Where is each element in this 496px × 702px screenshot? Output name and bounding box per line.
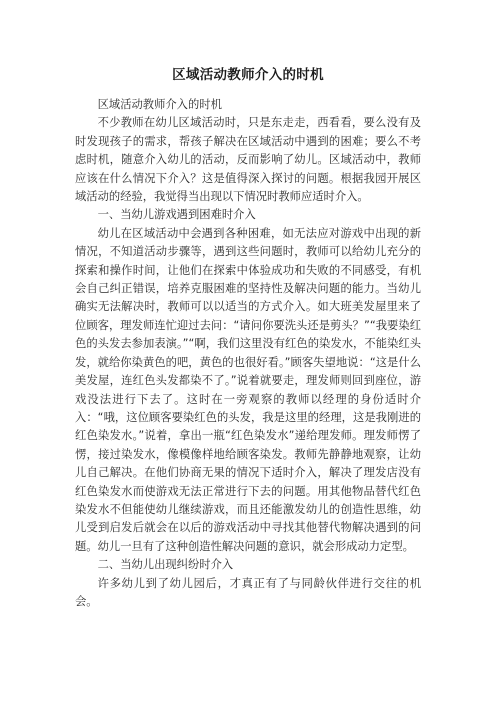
paragraph-subtitle: 区域活动教师介入的时机 xyxy=(97,98,222,111)
paragraph-section-1: 幼儿在区域活动中会遇到各种困难，如无法应对游戏中出现的新情况，不知道活动步骤等，遇到这些问题时，教师可以给幼儿充分的探索和操作时间，让他们在探索中体验成功和失败的不同感受，有机会自己纠正错误，培养克服困难的坚持性及解决问题的能力。当幼儿确实无法解决时，教师可以以适当的方式介入。如大班美发屋里来了位顾客，理发师连忙迎过去问：“请问你要洗头还是剪头？”“我要染红色的头发去参加表演。”“啊，我们这里没有红色的染发水，不能染红头发，就给你染黄色的吧，黄色的也很好看。”顾客失望地说：“这是什么美发屋，连红色头发都染不了。”说着就要走，理发师则回到座位，游戏没法进行下去了。这时在一旁观察的教师以经理的身份适时介入：“哦，这位顾客要染红色的头发，我是这里的经理，这是我刚进的红色染发水。”说着，拿出一瓶“红色染发水”递给理发师。理发师愣了愣，接过染发水，像模像样地给顾客染发。教师先静静地观察，让幼儿自己解决。在他们协商无果的情况下适时介入，解决了理发店没有红色染发水而使游戏无法正常进行下去的问题。用其他物品替代红色染发水不但能使幼儿继续游戏，而且还能激发幼儿的创造性思维，幼儿受到启发后就会在以后的游戏活动中寻找其他替代物解决遇到的问题。幼儿一旦有了这种创造性解决问题的意识，就会形成动力定型。 xyxy=(75,226,421,553)
paragraph-section-2: 许多幼儿到了幼儿园后，才真正有了与同龄伙伴进行交往的机会。 xyxy=(75,576,421,608)
paragraph-intro: 不少教师在幼儿区域活动时，只是东走走，西看看，要么没有及时发现孩子的需求，帮孩子解决在区域活动中遇到的困难；要么不考虑时机，随意介入幼儿的活动，反而影响了幼儿。区域活动中，教师应该在什么情况下介入？这是值得深入探讨的问题。根据我园开展区域活动的经验，我觉得当出现以下情况时教师应适时介入。 xyxy=(75,116,421,204)
section-heading-1: 一、当幼儿游戏遇到困难时介入 xyxy=(97,208,256,222)
document-title: 区域活动教师介入的时机 xyxy=(172,67,324,83)
section-heading-2: 二、当幼儿出现纠纷时介入 xyxy=(97,558,234,572)
document-body xyxy=(75,96,421,611)
